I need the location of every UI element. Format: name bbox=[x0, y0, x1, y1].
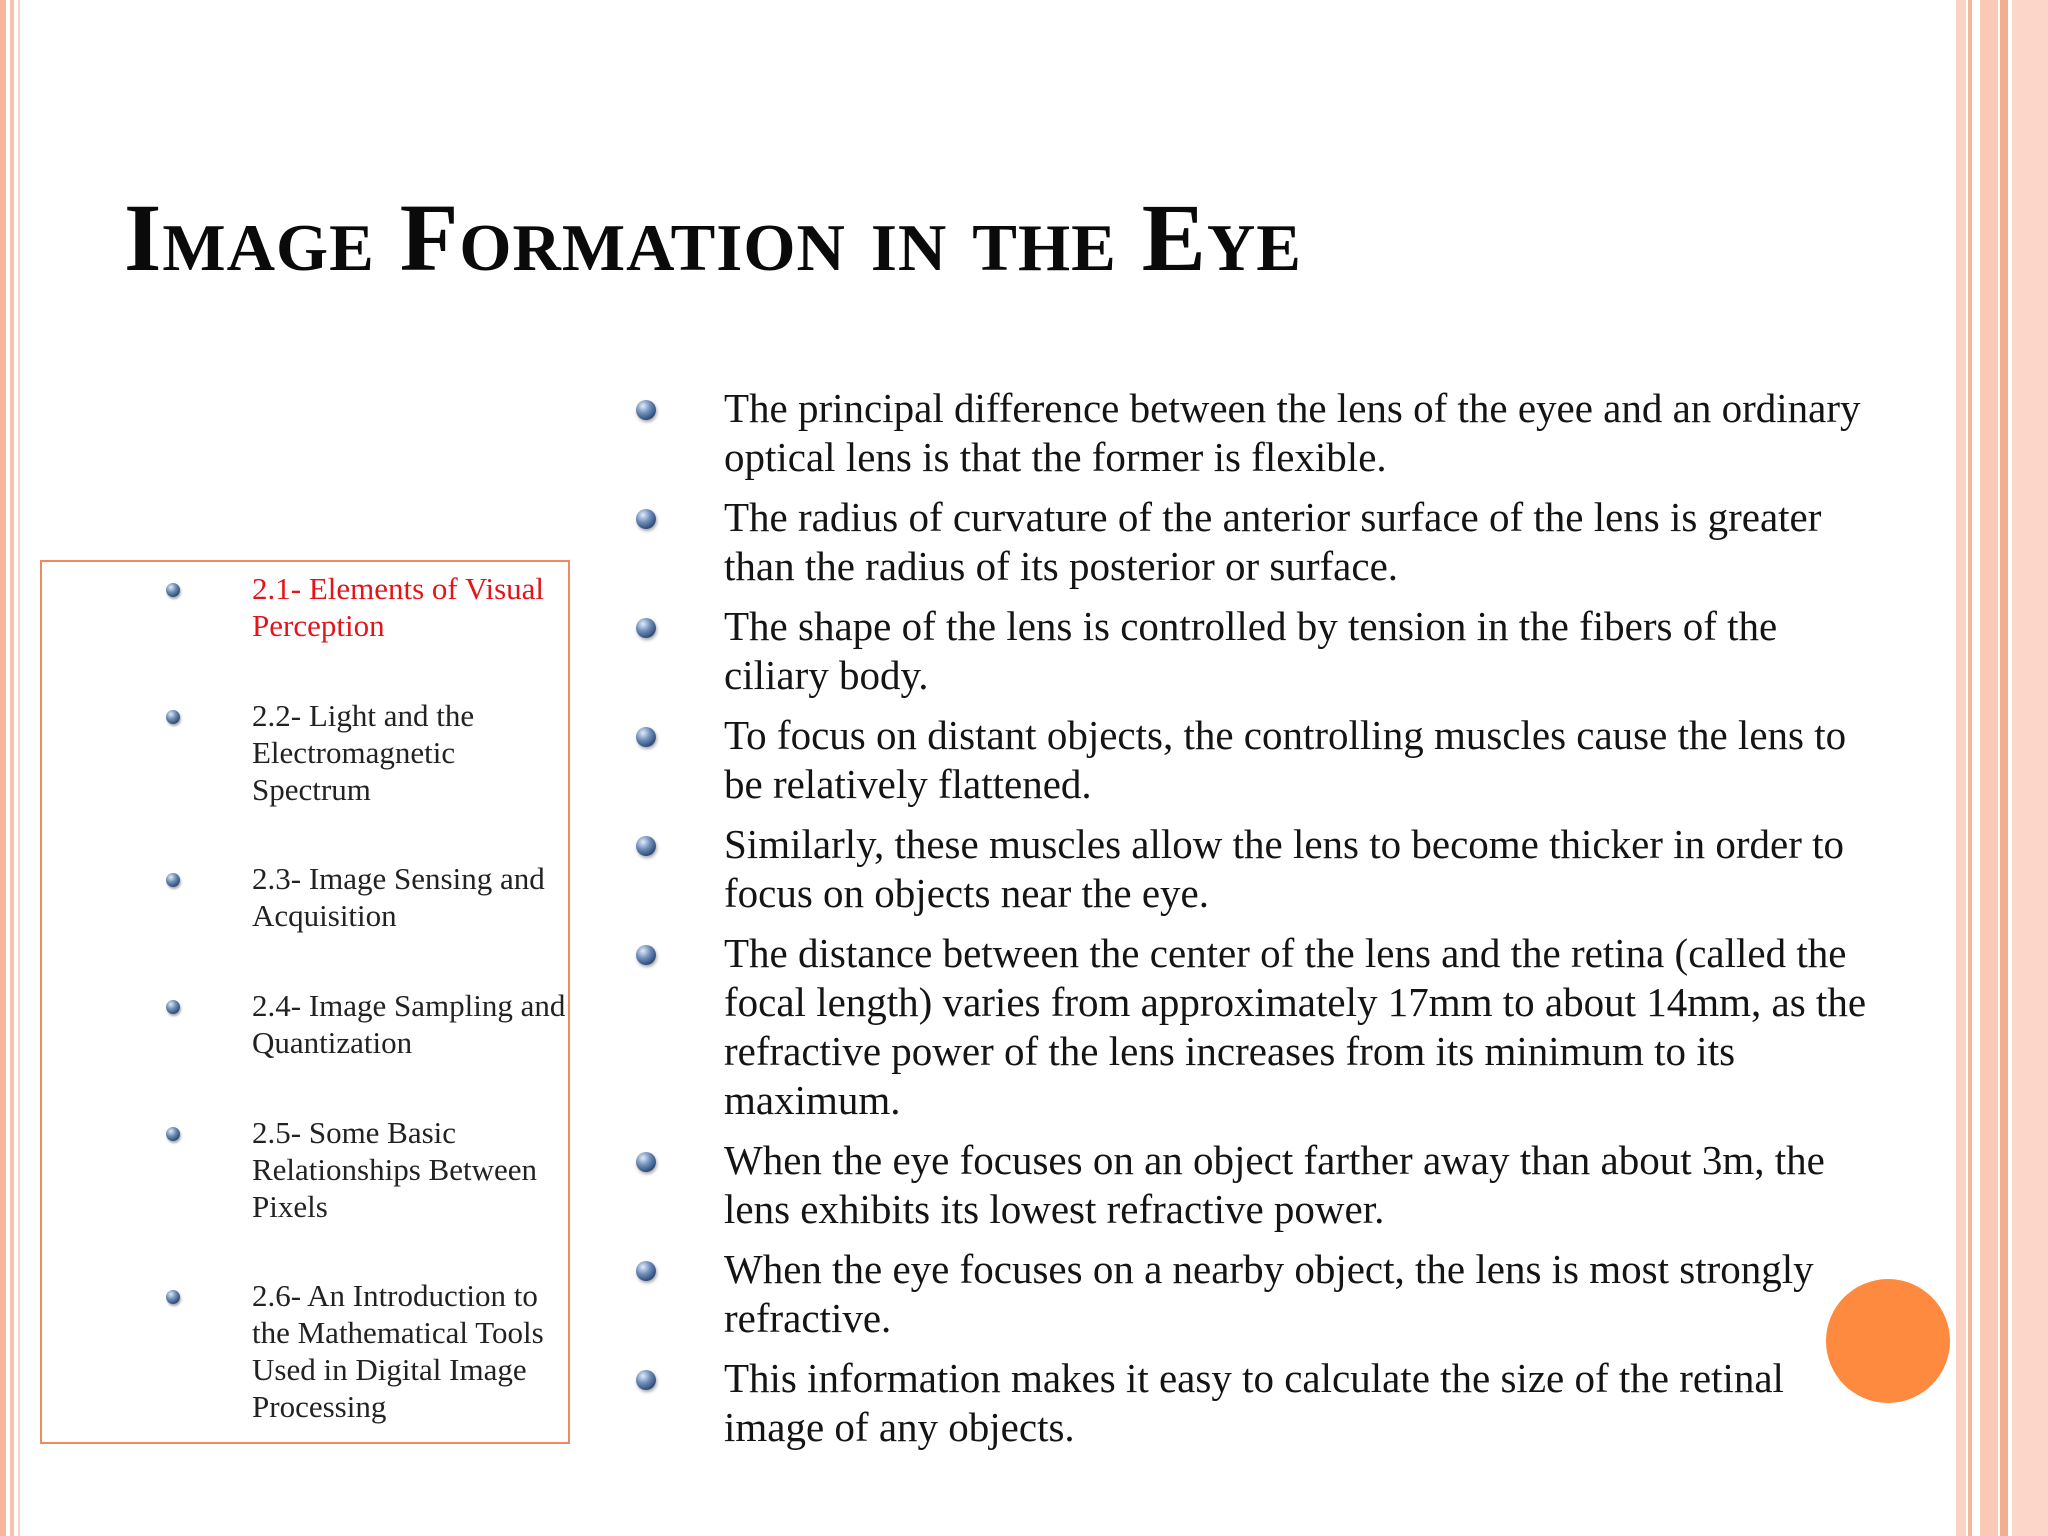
decorative-circle bbox=[1826, 1279, 1950, 1403]
content-bullet-text: The distance between the center of the lens and the retina (called the focal length) varies from approximately 17mm to about 14mm, as the refractive power of the lens increases from its minimum to its maximum. bbox=[724, 930, 1867, 1123]
left-border-stripe bbox=[0, 0, 6, 1536]
content-bullet-text: When the eye focuses on an object farther away than about 3m, the lens exhibits its lowest refractive power. bbox=[724, 1137, 1825, 1232]
left-border-stripe bbox=[18, 0, 20, 1536]
sphere-bullet-icon bbox=[636, 509, 656, 529]
sphere-bullet-icon bbox=[166, 1127, 180, 1141]
sphere-bullet-icon bbox=[636, 727, 656, 747]
right-border-stripe bbox=[1956, 0, 1966, 1536]
nav-item-label: 2.2- Light and the Electromagnetic Spectrum bbox=[252, 698, 475, 807]
sphere-bullet-icon bbox=[166, 583, 180, 597]
sphere-bullet-icon bbox=[636, 1370, 656, 1390]
right-border-stripe bbox=[1968, 0, 1972, 1536]
slide-title: Image Formation in the Eye bbox=[124, 184, 1302, 291]
nav-item-label: 2.6- An Introduction to the Mathematical Tools Used in Digital Image Processing bbox=[252, 1278, 544, 1424]
content-bullet-text: When the eye focuses on a nearby object, the lens is most strongly refractive. bbox=[724, 1246, 1814, 1341]
sphere-bullet-icon bbox=[636, 836, 656, 856]
nav-item-label: 2.3- Image Sensing and Acquisition bbox=[252, 861, 545, 933]
sphere-bullet-icon bbox=[636, 1261, 656, 1281]
content-bullet-text: The shape of the lens is controlled by tension in the fibers of the ciliary body. bbox=[724, 603, 1778, 698]
sphere-bullet-icon bbox=[166, 710, 180, 724]
content-bullet-text: This information makes it easy to calculate the size of the retinal image of any objects. bbox=[724, 1355, 1784, 1450]
right-border-stripe bbox=[1980, 0, 1998, 1536]
sphere-bullet-icon bbox=[166, 873, 180, 887]
section-nav-box bbox=[40, 560, 570, 1444]
sphere-bullet-icon bbox=[166, 1000, 180, 1014]
right-border-stripe bbox=[2012, 0, 2048, 1536]
content-bullet-text: The principal difference between the lens of the eyee and an ordinary optical lens is that the former is flexible. bbox=[724, 385, 1861, 480]
content-bullet-text: The radius of curvature of the anterior surface of the lens is greater than the radius of its posterior or surface. bbox=[724, 494, 1822, 589]
sphere-bullet-icon bbox=[636, 945, 656, 965]
content-bullet-text: To focus on distant objects, the controlling muscles cause the lens to be relatively flattened. bbox=[724, 712, 1847, 807]
nav-item-label: 2.4- Image Sampling and Quantization bbox=[252, 988, 566, 1060]
sphere-bullet-icon bbox=[636, 400, 656, 420]
sphere-bullet-icon bbox=[636, 1152, 656, 1172]
sphere-bullet-icon bbox=[636, 618, 656, 638]
left-border-stripe bbox=[10, 0, 14, 1536]
right-border-stripe bbox=[2000, 0, 2008, 1536]
sphere-bullet-icon bbox=[166, 1290, 180, 1304]
nav-item-label: 2.5- Some Basic Relationships Between Pixels bbox=[252, 1115, 537, 1224]
nav-item-label: 2.1- Elements of Visual Perception bbox=[252, 571, 545, 643]
content-bullet-text: Similarly, these muscles allow the lens to become thicker in order to focus on objects near the eye. bbox=[724, 821, 1844, 916]
